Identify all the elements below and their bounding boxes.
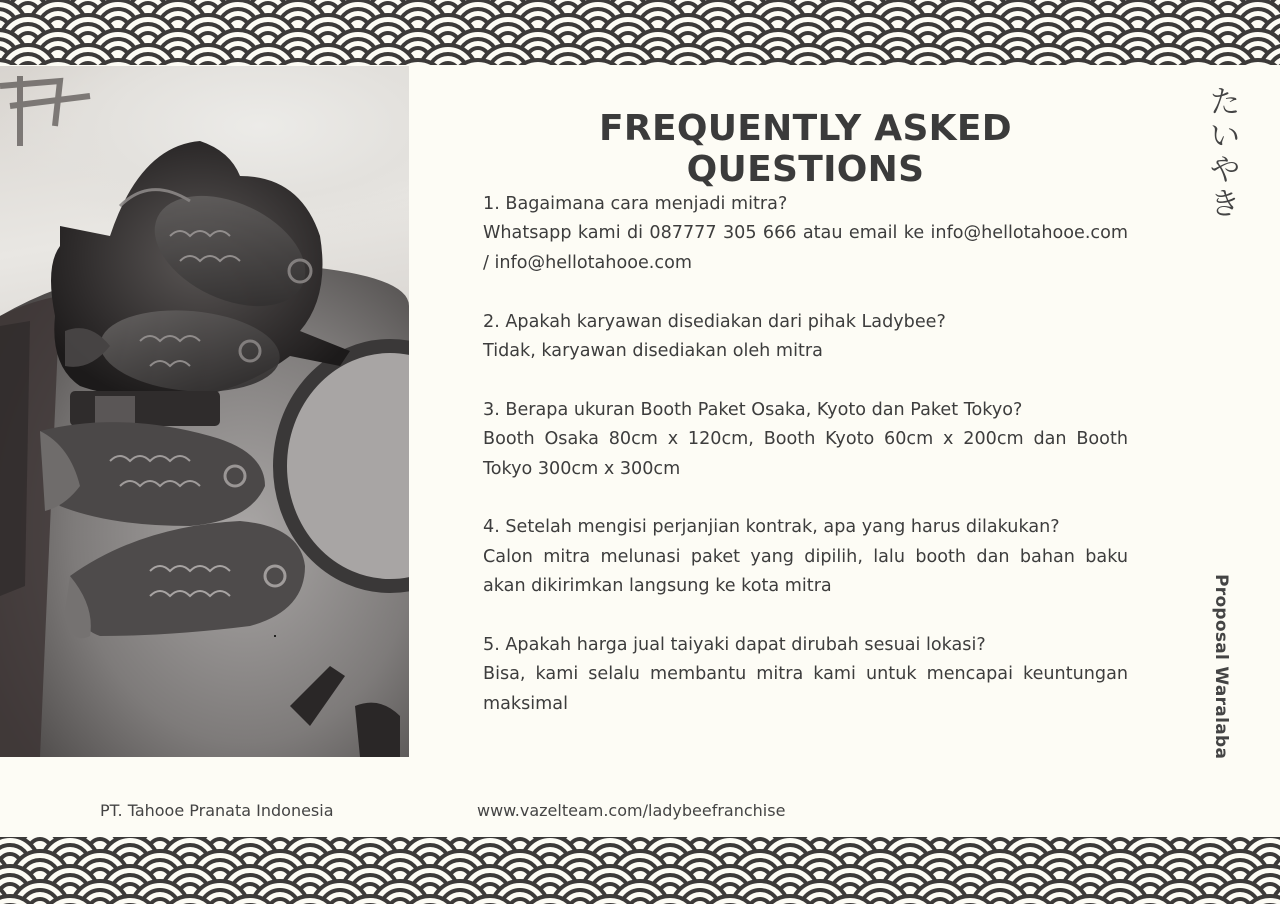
faq-answer: Tidak, karyawan disediakan oleh mitra bbox=[483, 341, 823, 362]
japanese-char: き bbox=[1210, 187, 1240, 222]
seigaiha-pattern-bottom bbox=[0, 837, 1280, 904]
faq-item-2 bbox=[483, 308, 1128, 367]
faq-item-1 bbox=[483, 190, 1128, 278]
faq-item-4 bbox=[483, 513, 1128, 601]
faq-list bbox=[483, 190, 1128, 749]
japanese-char: い bbox=[1210, 119, 1240, 154]
faq-question: 5. Apakah harga jual taiyaki dapat dirubah sesuai lokasi? bbox=[483, 635, 986, 656]
seigaiha-pattern-top bbox=[0, 0, 1280, 65]
taiyaki-japanese-label bbox=[1205, 86, 1245, 222]
faq-item-3 bbox=[483, 396, 1128, 484]
faq-question: 4. Setelah mengisi perjanjian kontrak, apa yang harus dilakukan? bbox=[483, 517, 1060, 538]
wave-pattern-icon bbox=[0, 0, 1280, 65]
faq-answer: Bisa, kami selalu membantu mitra kami untuk mencapai keuntungan maksimal bbox=[483, 664, 1128, 714]
faq-answer: Calon mitra melunasi paket yang dipilih, lalu booth dan bahan baku akan dikirimkan langsung ke kota mitra bbox=[483, 546, 1128, 597]
company-name: PT. Tahooe Pranata Indonesia bbox=[100, 801, 334, 820]
taiyaki-mold-photo bbox=[0, 66, 409, 757]
faq-answer: Whatsapp kami di 087777 305 666 atau email ke info@hellotahooe.com / info@hellotahooe.com bbox=[483, 223, 1128, 273]
proposal-label: Proposal Waralaba bbox=[1211, 574, 1231, 760]
faq-question: 1. Bagaimana cara menjadi mitra? bbox=[483, 194, 788, 214]
wave-pattern-icon bbox=[0, 837, 1280, 904]
faq-item-5 bbox=[483, 631, 1128, 719]
faq-question: 2. Apakah karyawan disediakan dari pihak Ladybee? bbox=[483, 311, 946, 332]
website-link[interactable]: www.vazelteam.com/ladybeefranchise bbox=[477, 801, 786, 820]
japanese-char: た bbox=[1210, 85, 1240, 120]
page-title: FREQUENTLY ASKED QUESTIONS bbox=[599, 108, 1012, 190]
faq-question: 3. Berapa ukuran Booth Paket Osaka, Kyoto dan Paket Tokyo? bbox=[483, 399, 1023, 420]
japanese-char: や bbox=[1210, 153, 1240, 188]
faq-answer: Booth Osaka 80cm x 120cm, Booth Kyoto 60cm x 200cm dan Booth Tokyo 300cm x 300cm bbox=[483, 429, 1128, 479]
fish-mold-photo-icon bbox=[0, 66, 409, 757]
